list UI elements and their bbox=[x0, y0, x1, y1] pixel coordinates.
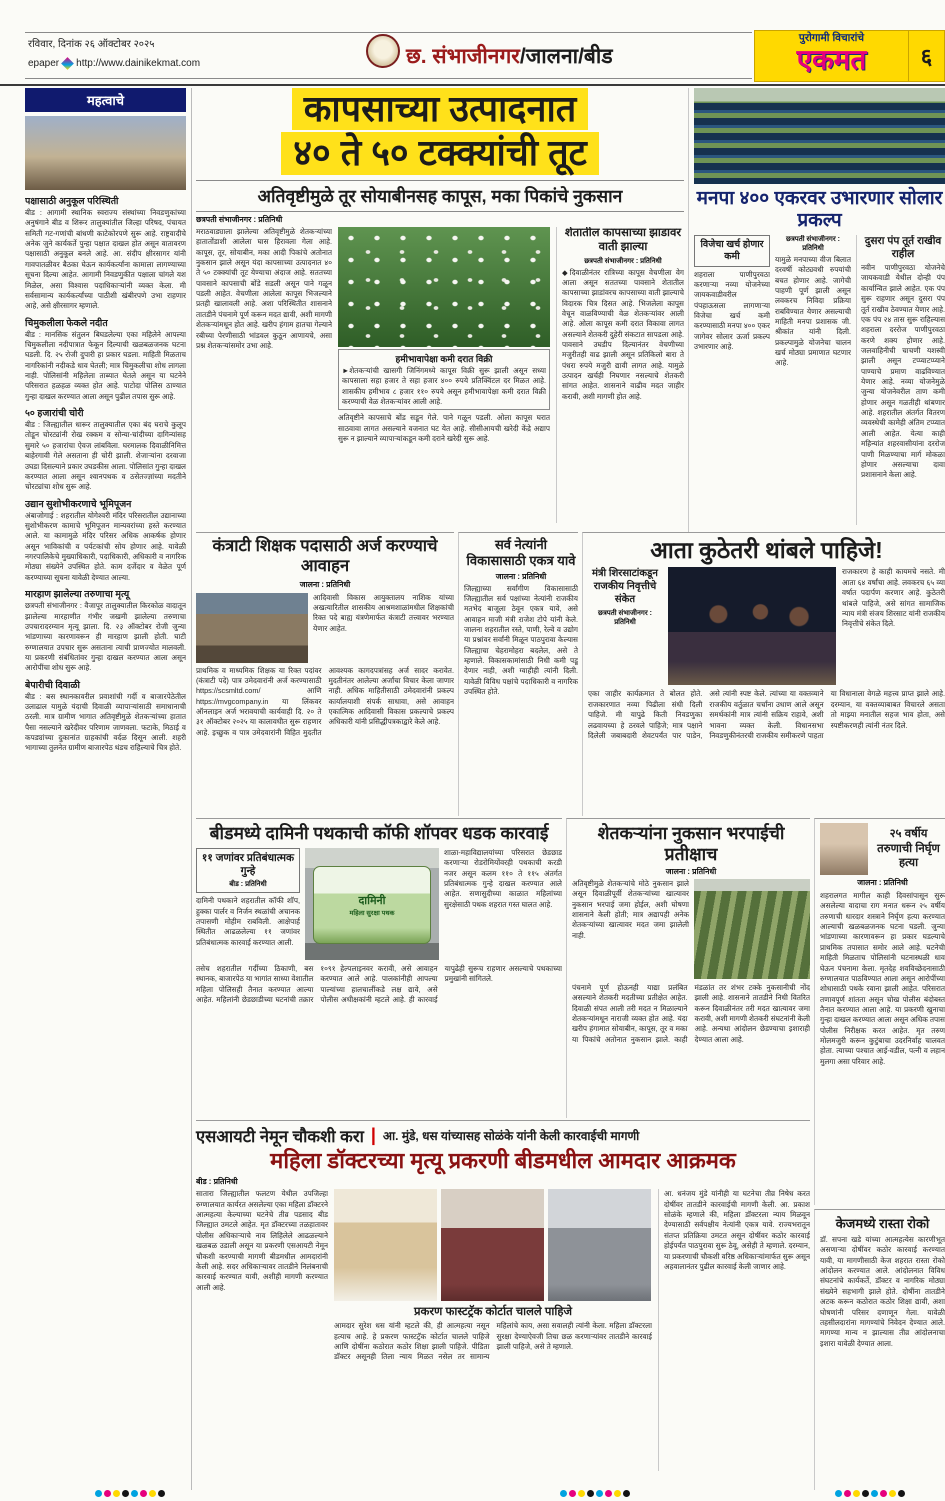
registration-dot bbox=[889, 1490, 896, 1497]
masthead-emblem bbox=[366, 34, 400, 68]
cotton-sidebar bbox=[556, 227, 684, 523]
leaders-body: जिल्ह्याच्या सर्वांगीण विकासासाठी जिल्ह्यातील सर्व पक्षांच्या नेत्यांनी राजकीय मतभेद बाजूला ठेवून एकत्र यावे, असे आवाहन माजी मंत्री राजेश टोपे यांनी केले. जालना शहरातील रस्ते, पाणी, रेल्वे व उद्योग या प्रश्नांवर सर्वांनी मिळून पाठपुरावा केल्यास जिल्ह्याचा चेहरामोहरा बदलेल, असे ते म्हणाले. विकासकामांसाठी निधी कमी पडू देणार नाही, अशी ग्वाहीही त्यांनी दिली. यावेळी विविध पक्षांचे पदाधिकारी व नागरिक उपस्थित होते. bbox=[464, 583, 578, 697]
teachers-byline: जालना : प्रतिनिधी bbox=[299, 579, 351, 589]
victim-photo bbox=[820, 823, 868, 875]
list-item bbox=[25, 678, 186, 754]
damini-sidebox bbox=[196, 848, 300, 893]
important-story-body: अंबाजोगाई : शहरातील योगेश्वरी मंदिर परिसरातील उद्यानाच्या सुशोभीकरण कामाचे भूमिपूजन मान्यवरांच्या हस्ते करण्यात आले. या कामामुळे मंदिर परिसर अधिक आकर्षक होणार असून भाविकांची व पर्यटकांची सोय होणार आहे. यावेळी नगरपालिकेचे मुख्याधिकारी, पदाधिकारी, अधिकारी व नागरिक मोठ्या संख्येने उपस्थित होते. काम दर्जेदार व वेळेत पूर्ण करण्याच्या सूचना यावेळी देण्यात आल्या. bbox=[25, 510, 186, 582]
damini-van-photo bbox=[305, 848, 439, 960]
important-story-head: चिमुकलीला फेकले नदीत bbox=[25, 316, 108, 328]
registration-dot bbox=[560, 1490, 567, 1497]
registration-dot bbox=[880, 1490, 887, 1497]
date-line: रविवार, दिनांक २६ ऑक्टोबर २०२५ bbox=[28, 39, 155, 50]
registration-dot bbox=[623, 1490, 630, 1497]
damini-byline: बीड : प्रतिनिधी bbox=[229, 881, 267, 889]
important-story-body: बीड : बस स्थानकावरील प्रवाशांची गर्दी व बाजारपेठेतील उलाढाल यामुळे यंदाची दिवाळी व्यापाऱ्यांसाठी समाधानाची ठरली. मात्र ग्रामीण भागात अतिवृष्टीमुळे शेतकऱ्यांच्या हातात पैसा नसल्याने खरेदीवर परिणाम जाणवला. फटाके, मिठाई व कपड्यांच्या दुकानांत ग्राहकांची वर्दळ दिसून आली. शहरी भागाच्या तुलनेत ग्रामीण बाजारपेठ थंडच राहिल्याचे चित्र होते. bbox=[25, 691, 186, 753]
murder-headline: २५ वर्षीय तरुणाची निर्घृण हत्या bbox=[877, 828, 940, 870]
registration-dot bbox=[835, 1490, 842, 1497]
doctor-subhead: प्रकरण फास्टट्रॅक कोर्टात चालले पाहिजे bbox=[413, 1306, 573, 1319]
list-item bbox=[25, 316, 186, 403]
registration-dot bbox=[569, 1490, 576, 1497]
mla-photo-3 bbox=[548, 1189, 651, 1301]
damaged-crops-photo bbox=[694, 879, 810, 979]
shirsat-body: एका जाहीर कार्यक्रमात ते बोलत होते. राजकारणात नव्या पिढीला संधी दिली पाहिजे. मी यापुढे किती निवडणुका लढवायच्या हे ठरवले पाहिजे; मात्र पक्षाने दिलेली जबाबदारी शेवटपर्यंत पार पाडेन, असे त्यांनी स्पष्ट केले. त्यांच्या या वक्तव्याने राजकीय वर्तुळात चर्चांना उधाण आले असून समर्थकांनी मात्र त्यांनी सक्रिय राहावे, अशी भावना व्यक्त केली. विधानसभा निवडणुकीनंतरची राजकीय समीकरणे पाहता या विधानाला वेगळे महत्त्व प्राप्त झाले आहे. दरम्यान, या वक्तव्याबाबत विचारले असता तो माझ्या मनातील सहज भाव होता, असे स्पष्टीकरणही त्यांनी नंतर दिले. bbox=[588, 689, 945, 740]
pump-substory-head: दुसरा पंप तूर्त राखीव राहील bbox=[864, 234, 942, 260]
solar-body-b: यामुळे मनपाच्या वीज बिलात दरवर्षी कोट्यवधी रुपयांची बचत होणार आहे. जागेची पाहणी पूर्ण झाली असून लवकरच निविदा प्रक्रिया राबविण्यात येणार असल्याची माहिती मनपा प्रशासक जी. श्रीकांत यांनी दिली. प्रकल्पामुळे योजनेचा चालन खर्च मोठ्या प्रमाणात घटणार आहे. bbox=[775, 254, 851, 368]
list-item bbox=[25, 497, 186, 584]
speaker-photo bbox=[25, 116, 186, 190]
important-column bbox=[25, 88, 192, 1490]
damini-body-col1: दामिनी पथकाने शहरातील कॉफी शॉप, हुक्का पार्लर व निर्जन स्थळांची अचानक तपासणी मोहीम राबविली. आक्षेपार्ह स्थितीत आढळलेल्या ११ जणांवर प्रतिबंधात्मक कारवाई करण्यात आली. bbox=[196, 896, 300, 947]
sidebar-head: शेतातील कापसाच्या झाडावर वाती झाल्या bbox=[564, 226, 682, 253]
lead-headline-line1: कापसाच्या उत्पादनात bbox=[292, 88, 589, 130]
kej-story bbox=[814, 1209, 945, 1490]
damini-body-col3: शाळा-महाविद्यालयांच्या परिसरात छेडछाड करणाऱ्या रोडरोमियोंवरही पथकाची करडी नजर असून कलम ११० ते ११५ अंतर्गत प्रतिबंधात्मक गुन्हे दाखल करण्यात आले आहेत. सणासुदीच्या काळात महिलांच्या सुरक्षेसाठी पथक शहरात गस्त घालत आहे. bbox=[444, 848, 562, 909]
site-url-link[interactable]: http://www.dainikekmat.com bbox=[76, 58, 201, 69]
mla-photo-2 bbox=[441, 1189, 544, 1301]
registration-dot bbox=[149, 1490, 156, 1497]
sit-subline: आ. मुंडे, धस यांच्यासह सोळंके यांनी केली कारवाईची मागणी bbox=[382, 1128, 640, 1143]
list-item bbox=[25, 406, 186, 493]
registration-dot bbox=[853, 1490, 860, 1497]
important-story-body: बीड : जिल्ह्यातील धारूर तालुक्यातील एका बंद घराचे कुलूप तोडून चोरट्यांनी रोख रक्कम व सोन्या-चांदीच्या दागिन्यांसह सुमारे ५० हजारांचा ऐवज लांबविला. घरमालक दिवाळीनिमित्त बाहेरगावी गेले असताना ही चोरी झाली. शेजाऱ्यांना दरवाजा उघडा दिसल्याने प्रकार उघडकीस आला. पोलिसांत गुन्हा दाखल करण्यात आला असून श्वानपथक व ठसेतज्ज्ञांच्या मदतीने चोरट्यांचा शोध सुरू आहे. bbox=[25, 420, 186, 492]
edition-city: छ. संभाजीनगर bbox=[406, 45, 520, 68]
murder-byline: जालना : प्रतिनिधी bbox=[857, 878, 908, 887]
stage-event-photo bbox=[668, 567, 836, 685]
registration-dot bbox=[113, 1490, 120, 1497]
header-mid-rule bbox=[25, 78, 752, 79]
registration-dot bbox=[104, 1490, 111, 1497]
teachers-body: प्राथमिक व माध्यमिक शिक्षक या रिक्त पदांवर (कंत्राटी पदे) पात्र उमेदवारांनी अर्ज करण्यासाठी https://scsmltd.com/ आणि https://mvgcompany.in या लिंकवर ऑनलाइन अर्ज भरावयाची कार्यवाही दि. २० ते ३१ ऑक्टोबर २०२५ या कालावधीत सुरू राहणार आहे. इच्छुक व पात्र उमेदवारांनी विहित मुदतीत आवश्यक कागदपत्रांसह अर्ज सादर करावेत. मुदतीनंतर आलेल्या अर्जांचा विचार केला जाणार नाही. अधिक माहितीसाठी उमेदवारांनी प्रकल्प कार्यालयाशी संपर्क साधावा, असे आवाहन एकात्मिक आदिवासी विकास प्रकल्पाचे प्रकल्प अधिकारी यांनी प्रसिद्धीपत्रकाद्वारे केले आहे. bbox=[196, 665, 454, 737]
leaders-story bbox=[458, 532, 578, 816]
registration-dot bbox=[862, 1490, 869, 1497]
lead-body-col2: अतिवृष्टीने कापसाचे बोंड सडून गेले. पाने गळून पडली. ओला कापूस घरात साठवावा लागत असल्याने वजनात घट येत आहे. सीसीआयची खरेदी केंद्रे अद्याप सुरू न झाल्याने व्यापाऱ्यांकडून कमी दराने खरेदी सुरू आहे. bbox=[338, 413, 550, 444]
van-label-line1: दामिनी bbox=[358, 895, 386, 908]
epaper-row bbox=[28, 58, 200, 69]
edition-districts: /जालना/बीड bbox=[519, 45, 613, 68]
lead-headline-line2: ४० ते ५० टक्क्यांची तूट bbox=[281, 132, 598, 174]
lead-photo-caption-box bbox=[338, 349, 550, 410]
caption-body: ►शेतकऱ्यांची खासगी जिनिंगमध्ये कापूस विक्री सुरू झाली असून सध्या कापसाला सहा हजार ते सहा हजार ४०० रुपये प्रतिक्विंटल दर मिळत आहे. शासकीय हमीभाव ८ हजार ११० रुपये असून हमीभावापेक्षा कमी दरात विक्री करण्याची वेळ शेतकऱ्यांवर आली आहे. bbox=[342, 365, 546, 407]
shirsat-headline: आता कुठेतरी थांबले पाहिजे! bbox=[650, 537, 883, 563]
farmers-byline: जालना : प्रतिनिधी bbox=[665, 867, 717, 876]
lead-subhead: अतिवृष्टीमुळे तूर सोयाबीनसह कापूस, मका पिकांचे नुकसान bbox=[196, 180, 684, 212]
important-story-body: बीड : मानसिक संतुलन बिघडलेल्या एका महिलेने आपल्या चिमुकलीला नदीपात्रात फेकून दिल्याची खळबळजनक घटना घडली. दि. २५ रोजी दुपारी हा प्रकार घडला. माहिती मिळताच नागरिकांनी नदीकडे धाव घेतली; मात्र चिमुकलीचा शोध लागला नाही. पोलिसांनी महिलेला ताब्यात घेतले असून या घटनेने परिसरात हळहळ व्यक्त होत आहे. पाटोदा पोलिस ठाण्यात गुन्हा दाखल करण्यात आला असून पुढील तपास सुरू आहे. bbox=[25, 329, 186, 401]
important-story-body: छत्रपती संभाजीनगर : वैजापूर तालुक्यातील किरकोळ वादातून झालेल्या मारहाणीत गंभीर जखमी झालेल्या तरुणाचा उपचारादरम्यान मृत्यू झाला. दि. २३ ऑक्टोबर रोजी जुन्या भांडणाच्या कारणावरून ही मारहाण झाली होती. घाटी रुग्णालयात उपचार सुरू असताना त्याची प्राणज्योत मालवली. या प्रकरणी संबंधितांवर गुन्हा दाखल करण्यात आला असून आरोपींचा शोध सुरू आहे. bbox=[25, 601, 186, 673]
registration-dot bbox=[587, 1490, 594, 1497]
registration-marks-center bbox=[560, 1490, 630, 1497]
header-bottom-rule bbox=[0, 84, 945, 86]
pump-substory-body: नवीन पाणीपुरवठा योजनेचे जायकवाडी येथील दोन्ही पंप कार्यान्वित झाले आहेत. एक पंप सुरू राहणार असून दुसरा पंप तूर्त राखीव ठेवण्यात येणार आहे. एक पंप २४ तास सुरू राहिल्यास शहराला दररोज पाणीपुरवठा करणे शक्य होणार आहे. जलवाहिनीची चाचणी यशस्वी झाली असून टप्प्याटप्प्याने पाण्याचे प्रमाण वाढविण्यात येणार आहे. नव्या योजनेमुळे जुन्या योजनेवरील ताण कमी होणार असून गळतीही थांबणार आहे. शहरातील अंतर्गत वितरण व्यवस्थेची कामेही अंतिम टप्प्यात आली आहेत. येत्या काही महिन्यांत शहरवासीयांना दररोज पाणी मिळण्याचा मार्ग मोकळा होणार असल्याचा दावा प्रशासनाने केला आहे. bbox=[861, 263, 945, 480]
solar-kicker-box: विजेचा खर्च होणार कमी bbox=[694, 235, 770, 267]
shirsat-kicker-col bbox=[588, 567, 662, 685]
registration-dot bbox=[614, 1490, 621, 1497]
lead-story bbox=[196, 88, 684, 532]
teachers-headline: कंत्राटी शिक्षक पदासाठी अर्ज करण्याचे आवाहन bbox=[212, 537, 438, 575]
solar-body-a: शहराला पाणीपुरवठा करणाऱ्या नव्या योजनेच्या जायकवाडीवरील पंपहाऊसला लागणाऱ्या विजेचा खर्च कमी करण्यासाठी मनपा ४०० एकर जागेवर सोलार ऊर्जा प्रकल्प उभारणार आहे. bbox=[694, 269, 770, 352]
solar-byline: छत्रपती संभाजीनगर : प्रतिनिधी bbox=[786, 235, 840, 252]
doctor-body-left: सातारा जिल्ह्यातील फलटण येथील उपजिल्हा रुग्णालयात कार्यरत असलेल्या एका महिला डॉक्टरने आत्महत्या केल्याच्या घटनेचे तीव्र पडसाद बीड जिल्ह्यात उमटले आहेत. मृत डॉक्टरच्या तळहातावर पोलीस अधिकाऱ्याचे नाव लिहिलेले आढळल्याने खळबळ उडाली असून या प्रकरणी एसआयटी नेमून चौकशी करण्याची मागणी बीडमधील आमदारांनी केली आहे. सदर अधिकाऱ्यावर तातडीने निलंबनाची कारवाई करण्यात यावी, अशीही मागणी करण्यात आली आहे. bbox=[196, 1189, 328, 1292]
sidebar-body: ◆दिवाळीनंतर रात्रिच्या कापूस वेचणीला वेग आला असून सततच्या पावसाने शेतातील कापसाच्या झाडांवरच कापसाच्या वाती झाल्याचे विदारक चित्र दिसत आहे. भिजलेला कापूस वेचून वाळविण्याची वेळ शेतकऱ्यांवर आली आहे. ओला कापूस कमी दरात विकावा लागत असल्याने शेतकरी दुहेरी संकटात सापडला आहे. पावसाने उघडीप दिल्यानंतर वेचणीच्या मजुरीतही वाढ झाली असून प्रतिकिलो बारा ते पंधरा रुपये मजुरी द्यावी लागत आहे. यामुळे उत्पादन खर्चही निघणार नसल्याचे शेतकरी सांगत आहेत. शासनाने वाढीव मदत जाहीर करावी, अशी मागणी होत आहे. bbox=[562, 267, 684, 401]
page-number: ६ bbox=[908, 31, 944, 81]
leaders-headline: सर्व नेत्यांनी विकासासाठी एकत्र यावे bbox=[466, 537, 576, 569]
teachers-intro: आदिवासी विकास आयुक्तालय नाशिक यांच्या अखत्यारितील शासकीय आश्रमशाळांमधील शिक्षकांची रिक्त पदे बाह्य यंत्रणेमार्फत कंत्राटी तत्त्वावर भरण्यात येणार आहेत. bbox=[313, 592, 454, 633]
murder-story bbox=[814, 818, 945, 1205]
damini-left-col bbox=[196, 848, 300, 960]
doctor-headline: महिला डॉक्टरच्या मृत्यू प्रकरणी बीडमधील आमदार आक्रमक bbox=[270, 1148, 736, 1173]
caption-head: हमीभावापेक्षा कमी दरात विक्री bbox=[395, 353, 493, 364]
murder-body: शहरालगत मागील काही दिवसांपासून सुरू असलेल्या वादाचा राग मनात धरून २५ वर्षीय तरुणाची धारदार शस्त्राने निर्घृण हत्या करण्यात आल्याची खळबळजनक घटना घडली. जुन्या भांडणाच्या कारणावरून हा प्रकार घडल्याचे प्राथमिक तपासात समोर आले आहे. घटनेची माहिती मिळताच पोलिसांनी घटनास्थळी धाव घेऊन पंचनामा केला. मृतदेह शवविच्छेदनासाठी रुग्णालयात पाठविण्यात आला असून आरोपींच्या शोधासाठी पथके रवाना झाली आहेत. परिसरात तणावपूर्ण शांतता असून चोख पोलीस बंदोबस्त तैनात करण्यात आला आहे. या प्रकरणी खुनाचा गुन्हा दाखल करण्यात आला असून अधिक तपास पोलीस निरीक्षक करत आहेत. मृत तरुण मोलमजुरी करून कुटुंबाचा उदरनिर्वाह चालवत होता. त्याच्या पश्चात आई-वडील, पत्नी व लहान मुलगा असा परिवार आहे. bbox=[820, 891, 945, 1066]
sit-divider: | bbox=[370, 1124, 376, 1145]
solar-headline: मनपा ४०० एकरवर उभारणार सोलार प्रकल्प bbox=[696, 188, 943, 232]
registration-dot bbox=[122, 1490, 129, 1497]
solar-story bbox=[688, 88, 945, 532]
farmers-body: पंचनामे पूर्ण होऊनही याद्या प्रलंबित असल्याने शेतकरी मदतीच्या प्रतीक्षेत आहेत. दिवाळी संपत आली तरी मदत न मिळाल्याने शेतकऱ्यांमधून नाराजी व्यक्त होत आहे. यंदा खरीप हंगामात सोयाबीन, कापूस, तूर व मका या पिकांचे अतोनात नुकसान झाले. काही मंडळांत तर शंभर टक्के नुकसानीची नोंद झाली आहे. शासनाने तातडीने निधी वितरित करून दिवाळीनंतर तरी मदत खात्यावर जमा करावी, अशी मागणी शेतकरी संघटनांनी केली आहे. अन्यथा आंदोलन छेडण्याचा इशाराही देण्यात आला आहे. bbox=[572, 983, 810, 1044]
doctor-body-center: आमदार सुरेश धस यांनी म्हटले की, ही आत्महत्या नसून हत्याच आहे. हे प्रकरण फास्टट्रॅक कोर्टात चालले पाहिजे आणि दोषींना कठोरात कठोर शिक्षा झाली पाहिजे. पीडिता डॉक्टर असूनही तिला न्याय मिळत नसेल तर सामान्य महिलांचे काय, असा सवालही त्यांनी केला. महिला डॉक्टरला सुरक्षा देण्याऐवजी तिचा छळ करणाऱ्यांवर तातडीने कारवाई झाली पाहिजे, असे ते म्हणाले. bbox=[334, 1321, 652, 1362]
lead-byline: छत्रपती संभाजीनगर : प्रतिनिधी bbox=[196, 214, 283, 224]
registration-dot bbox=[131, 1490, 138, 1497]
solar-col-b bbox=[775, 235, 851, 525]
farmers-story bbox=[566, 818, 810, 1118]
masthead-brand: एकमत bbox=[796, 43, 867, 75]
registration-dot bbox=[871, 1490, 878, 1497]
registration-dot bbox=[605, 1490, 612, 1497]
registration-marks-left bbox=[95, 1490, 165, 1497]
masthead-brand-box bbox=[754, 30, 945, 82]
lead-center-column bbox=[338, 227, 550, 523]
shirsat-byline: छत्रपती संभाजीनगर : प्रतिनिधी bbox=[598, 610, 652, 627]
shirsat-kicker: मंत्री शिरसाटांकडून राजकीय निवृत्तीचे संकेत bbox=[592, 568, 658, 606]
important-story-head: मारहाण झालेल्या तरुणाचा मृत्यू bbox=[25, 588, 130, 600]
doctor-byline: बीड : प्रतिनिधी bbox=[196, 1177, 238, 1187]
registration-dot bbox=[596, 1490, 603, 1497]
sit-banner bbox=[196, 1120, 810, 1146]
shirsat-body-col1: राजकारण हे काही कायमचे नसते. मी आता ६४ वर्षांचा आहे. लवकरच ६५ व्या वर्षात पदार्पण करणार आहे. कुठेतरी थांबले पाहिजे, असे सांगत सामाजिक न्याय मंत्री संजय शिरसाट यांनी राजकीय निवृत्तीचे संकेत दिले. bbox=[842, 567, 945, 629]
masthead-tagline: पुरोगामी विचारांचे bbox=[798, 32, 865, 44]
farmers-body-col1: अतिवृष्टीमुळे शेतकऱ्यांचे मोठे नुकसान झाले असून दिवाळीपूर्वी शेतकऱ्यांच्या खात्यावर नुकसान भरपाई जमा होईल, अशी घोषणा शासनाने केली होती; मात्र अद्यापही अनेक शेतकऱ्यांच्या खात्यावर मदत जमा झालेली नाही. bbox=[572, 879, 689, 940]
important-story-head: पक्षासाठी अनुकूल परिस्थिती bbox=[25, 195, 119, 206]
lead-body-col1: मराठवाड्याला झालेल्या अतिवृष्टीमुळे शेतकऱ्यांच्या हातातोंडाशी आलेला घास हिरावला गेला आहे. कापूस, तूर, सोयाबीन, मका आदी पिकांचे अतोनात नुकसान झाले असून यंदा कापसाच्या उत्पादनात ४० ते ५० टक्क्यांची तूट येण्याचा अंदाज आहे. सततच्या पावसाने कापसाची बोंडे सडली असून पाने गळून पडली आहेत. वेचणीला आलेला कापूस भिजल्याने प्रतही खालावली आहे. अशा परिस्थितीत शासनाने तातडीने पंचनामे पूर्ण करून मदत द्यावी, अशी मागणी शेतकऱ्यांमधून होत आहे. खरीप हंगाम हातचा गेल्याने रबीच्या पेरणीसाठी भांडवल कुठून आणायचे, असा प्रश्न शेतकऱ्यांसमोर उभा आहे. bbox=[196, 226, 332, 350]
damini-headline: बीडमध्ये दामिनी पथकाची कॉफी शॉपवर धडक कारवाई bbox=[209, 823, 549, 843]
classroom-photo bbox=[196, 593, 308, 663]
damini-sidebox-head: ११ जणांवर प्रतिबंधात्मक गुन्हे bbox=[201, 852, 295, 878]
solar-col-a bbox=[694, 235, 770, 525]
important-column-title: महत्वाचे bbox=[25, 88, 186, 112]
important-story-head: ५० हजारांची चोरी bbox=[25, 407, 84, 419]
list-item bbox=[25, 194, 186, 312]
sidebar-byline: छत्रपती संभाजीनगर : प्रतिनिधी bbox=[584, 257, 662, 265]
registration-dot bbox=[898, 1490, 905, 1497]
kej-headline: केजमध्ये रास्ता रोको bbox=[835, 1216, 930, 1231]
registration-dot bbox=[844, 1490, 851, 1497]
important-story-head: बेपारीची दिवाळी bbox=[25, 678, 80, 690]
solar-farm-photo bbox=[694, 88, 945, 184]
important-story-head: उद्यान सुशोभीकरणाचे भूमिपूजन bbox=[25, 497, 132, 509]
damini-body: तसेच शहरातील गर्दीच्या ठिकाणी, बस स्थानक, बाजारपेठ या भागांत साध्या वेशातील महिला पोलिसही तैनात करण्यात आल्या आहेत. महिलांनी छेडछाडीच्या घटनांची तक्रार १०९१ हेल्पलाइनवर करावी, असे आवाहन करण्यात आले आहे. पालकांनीही आपल्या पाल्यांच्या हालचालींकडे लक्ष द्यावे, असे पोलीस अधीक्षकांनी म्हटले आहे. ही कारवाई यापुढेही सुरूच राहणार असल्याचे पथकाच्या प्रमुखांनी सांगितले. bbox=[196, 964, 562, 1005]
registration-dot bbox=[95, 1490, 102, 1497]
pump-substory bbox=[856, 235, 945, 525]
sit-demand: एसआयटी नेमून चौकशी करा bbox=[196, 1127, 364, 1146]
registration-dot bbox=[140, 1490, 147, 1497]
important-story-body: बीड : आगामी स्थानिक स्वराज्य संस्थांच्या निवडणुकांच्या अनुषंगाने बीड व शिरूर तालुक्यांतील जिल्हा परिषद, पंचायत समिती गट-गणांची बांधणी काटेकोरपणे सुरू आहे. राष्ट्रवादीचे अनेक जुने कार्यकर्ते पुन्हा पक्षात दाखल होत असून वातावरण पक्षासाठी अनुकूल बनले आहे. आ. संदीप क्षीरसागर यांनी गावपातळीवर बैठका घेऊन कार्यकर्त्यांना कामाला लागण्याच्या सूचना दिल्या आहेत. आगामी निवडणुकीत पक्षाला चांगले यश मिळेल, असा विश्वास पदाधिकाऱ्यांनी व्यक्त केला. मी सर्वसामान्य कार्यकर्त्यांच्या पाठीशी खंबीरपणे उभा राहणार आहे, असे क्षीरसागर म्हणाले. bbox=[25, 208, 186, 311]
cotton-field-photo bbox=[338, 227, 550, 347]
edition-title bbox=[406, 42, 613, 70]
damini-story bbox=[196, 818, 562, 1118]
mla-photo-1 bbox=[334, 1189, 437, 1301]
registration-dot bbox=[158, 1490, 165, 1497]
doctor-story bbox=[196, 1148, 810, 1490]
registration-marks-right bbox=[835, 1490, 905, 1497]
header-top-rule bbox=[25, 32, 752, 33]
van-label-line2: महिला सुरक्षा पथक bbox=[349, 910, 395, 918]
shirsat-story bbox=[582, 532, 945, 816]
doctor-body-right: आ. धनंजय मुंडे यांनीही या घटनेचा तीव्र निषेध करत दोषींवर तातडीने कारवाईची मागणी केली. आ. प्रकाश सोळंके म्हणाले की, महिला डॉक्टरला न्याय मिळवून देण्यासाठी सर्वपक्षीय नेत्यांनी एकत्र यावे. राज्यभरातून संतप्त प्रतिक्रिया उमटत असून दोषींवर कठोर कारवाई होईपर्यंत पाठपुरावा सुरू ठेवू, असेही ते म्हणाले. दरम्यान, या प्रकरणाची चौकशी वरिष्ठ अधिकाऱ्यांमार्फत सुरू असून अहवालानंतर पुढील कारवाई केली जाणार आहे. bbox=[658, 1189, 810, 1471]
kej-body: डॉ. सपना खडे यांच्या आत्महत्येस कारणीभूत असणाऱ्या दोषींवर कठोर कारवाई करण्यात यावी, या मागणीसाठी केज शहरात रास्ता रोको आंदोलन करण्यात आले. आंदोलनात विविध संघटनांचे कार्यकर्ते, डॉक्टर व नागरिक मोठ्या संख्येने सहभागी झाले होते. दोषींना तातडीने अटक करून कठोरात कठोर शिक्षा द्यावी, अशा घोषणांनी परिसर दणाणून गेला. यावेळी तहसीलदारांना मागण्यांचे निवेदन देण्यात आले. मागण्या मान्य न झाल्यास तीव्र आंदोलनाचा इशारा यावेळी देण्यात आला. bbox=[820, 1235, 945, 1348]
list-item bbox=[25, 587, 186, 674]
registration-dot bbox=[578, 1490, 585, 1497]
epaper-icon bbox=[61, 57, 74, 70]
leaders-byline: जालना : प्रतिनिधी bbox=[495, 571, 547, 581]
teachers-story bbox=[196, 532, 454, 816]
doctor-center-column bbox=[334, 1189, 652, 1471]
epaper-label: epaper bbox=[28, 58, 60, 69]
farmers-headline: शेतकऱ्यांना नुकसान भरपाईची प्रतीक्षाच bbox=[597, 823, 785, 864]
damini-van bbox=[313, 866, 431, 944]
